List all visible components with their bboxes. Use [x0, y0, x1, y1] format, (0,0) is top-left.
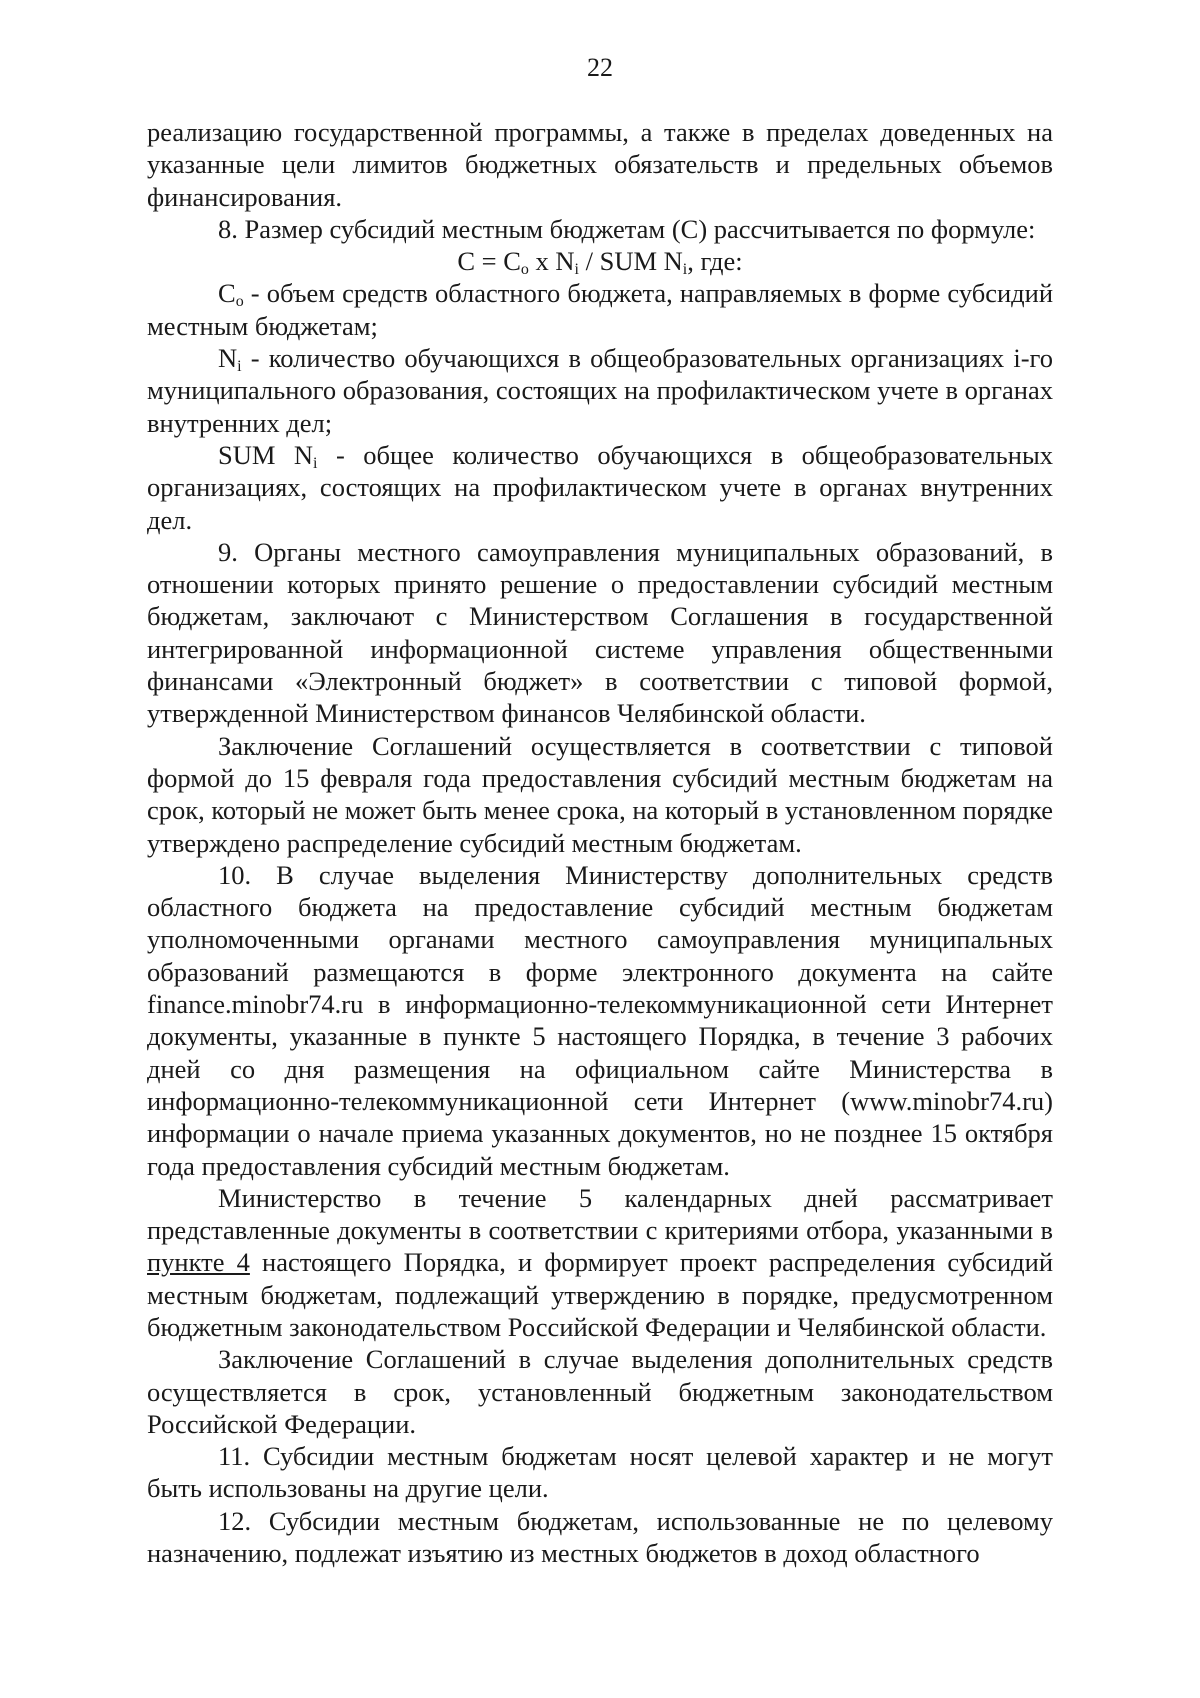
- paragraph-9: 9. Органы местного самоуправления муниципальных образований, в отношении которых принято решение о предоставлении субсидий местным бюджетам, заключают с Министерством Соглашения в государственной интегрированной информационной системе управления общественными финансами «Электронный бюджет» в соответствии с типовой формой, утвержденной Министерством финансов Челябинской области.: [147, 536, 1053, 729]
- paragraph-10-ministry-before: Министерство в течение 5 календарных дней рассматривает представленные документы в соответствии с критериями отбора, указанными в: [147, 1182, 1053, 1246]
- paragraph-10-ministry: [147, 1182, 1053, 1343]
- definition-co-text: - объем средств областного бюджета, направляемых в форме субсидий местным бюджетам;: [147, 278, 1053, 341]
- definition-sum-ni-sub: i: [313, 454, 318, 472]
- paragraph-11: 11. Субсидии местным бюджетам носят целевой характер и не могут быть использованы на другие цели.: [147, 1441, 1053, 1504]
- definition-sum-ni-symbol: SUM N: [218, 439, 314, 470]
- definition-co-symbol: С: [218, 278, 236, 309]
- definition-co: [147, 277, 1053, 342]
- definition-ni: [147, 342, 1053, 439]
- definition-ni-sub: i: [237, 358, 242, 376]
- definition-sum-ni: [147, 439, 1053, 536]
- formula-c-sub: о: [520, 261, 529, 279]
- paragraph-10-ministry-after: настоящего Порядка, и формирует проект распределения субсидий местным бюджетам, подлежащий утверждению в порядке, предусмотренном бюджетным законодательством Российской Федерации и Челябинской области.: [147, 1247, 1054, 1342]
- paragraph-10: 10. В случае выделения Министерству дополнительных средств областного бюджета на предоставление субсидий местным бюджетам уполномоченными органами местного самоуправления муниципальных образований размещаются в форме электронного документа на сайте finance.minobr74.ru в информационно-телекоммуникационной сети Интернет документы, указанные в пункте 5 настоящего Порядка, в течение 3 рабочих дней со дня размещения на официальном сайте Министерства в информационно-телекоммуникационной сети Интернет (www.minobr74.ru) информации о начале приема указанных документов, но не позднее 15 октября года предоставления субсидий местным бюджетам.: [147, 859, 1053, 1181]
- formula-slash: / SUM N: [578, 246, 683, 277]
- formula-mid: x N: [528, 246, 575, 277]
- formula-end: , где:: [687, 246, 743, 277]
- paragraph-10-agreements: Заключение Соглашений в случае выделения дополнительных средств осуществляется в срок, установленный бюджетным законодательством Российской Федерации.: [147, 1344, 1053, 1439]
- clause-4-link[interactable]: пункте 4: [147, 1247, 250, 1278]
- formula-n-sub: i: [574, 261, 579, 279]
- paragraph-continuation: реализацию государственной программы, а также в пределах доведенных на указанные цели лимитов бюджетных обязательств и предельных объемов финансирования.: [147, 117, 1053, 212]
- definition-ni-text: - количество обучающихся в общеобразовательных организациях i-го муниципального образования, состоящих на профилактическом учете в органах внутренних дел;: [147, 343, 1053, 438]
- formula-n2-sub: i: [682, 261, 688, 279]
- definition-sum-ni-text: - общее количество обучающихся в общеобразовательных организациях, состоящих на профилактическом учете в органах внутренних дел.: [147, 439, 1054, 535]
- paragraph-9-agreements: Заключение Соглашений осуществляется в соответствии с типовой формой до 15 февраля года предоставления субсидий местным бюджетам на срок, который не может быть менее срока, на который в установленном порядке утверждено распределение субсидий местным бюджетам.: [147, 730, 1053, 858]
- definition-co-sub: о: [235, 293, 244, 311]
- paragraph-12: 12. Субсидии местным бюджетам, использованные не по целевому назначению, подлежат изъятию из местных бюджетов в доход областного: [147, 1505, 1053, 1569]
- definition-ni-symbol: N: [218, 343, 238, 374]
- formula: [147, 245, 1053, 277]
- page-number: 22: [587, 53, 613, 82]
- paragraph-8: 8. Размер субсидий местным бюджетам (С) рассчитывается по формуле:: [218, 213, 1036, 244]
- document-body: [147, 116, 1053, 1569]
- formula-c: С = С: [457, 246, 521, 277]
